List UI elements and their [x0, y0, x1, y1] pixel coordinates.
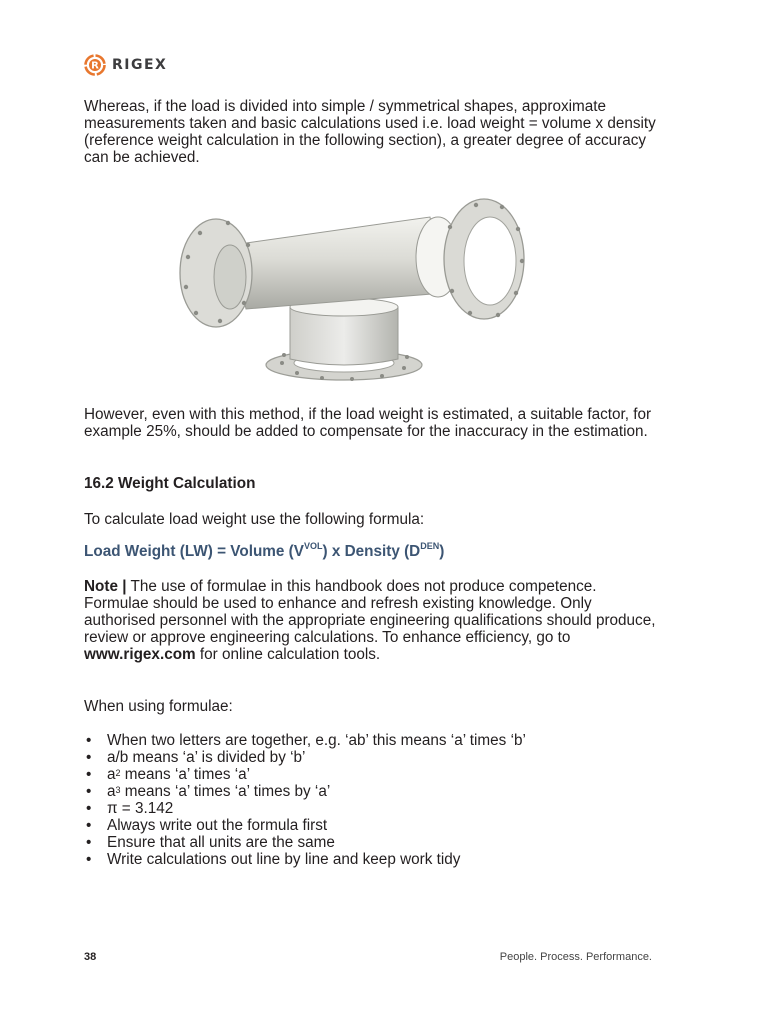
intro-paragraph: Whereas, if the load is divided into simple / symmetrical shapes, approximate measurements taken and basic calculations used i.e. load weight = volume x density (reference weight calculation in the following section), a greater degree of accuracy can be achieved. — [84, 98, 656, 166]
rigex-logo-mark — [84, 54, 106, 76]
list-item: • Ensure that all units are the same — [86, 834, 335, 851]
load-weight-formula: Load Weight (LW) = Volume $(V^{VOL})$ x Density $(D^{DEN})$ — [84, 541, 445, 560]
list-item: • Write calculations out line by line and keep work tidy — [86, 851, 461, 868]
brand-name: RIGEX — [112, 57, 168, 73]
svg-text:R: R — [91, 60, 99, 72]
list-item: • $a^3$ means ‘a’ times ‘a’ times by ‘a’ — [86, 783, 331, 800]
footer-tagline: People. Process. Performance. — [499, 951, 652, 963]
website-link[interactable]: www.rigex.com — [84, 646, 196, 663]
note-label: Note | — [84, 578, 127, 595]
formula-lead: To calculate load weight use the following formula: — [84, 511, 425, 528]
list-item: • Always write out the formula first — [86, 817, 328, 834]
pipe-tee-illustration — [172, 195, 532, 389]
formulae-rules-list — [84, 732, 644, 868]
page-number: 38 — [84, 951, 97, 963]
list-item: • π = 3.142 — [86, 800, 174, 817]
note-paragraph: Note | The use of formulae in this handbook does not produce competence. Formulae should be used to enhance and refresh existing knowledge. Only authorised personnel with the appropriate engineering qualifications should produce, review or approve engineering calculations. To enhance efficiency, go to www.rigex.com for online calculation tools. — [84, 578, 656, 663]
formulae-intro: When using formulae: — [84, 698, 233, 715]
list-item: • $a^2$ means ‘a’ times ‘a’ — [86, 766, 251, 783]
estimate-paragraph: However, even with this method, if the load weight is estimated, a suitable factor, for example 25%, should be added to compensate for the inaccuracy in the estimation. — [84, 406, 652, 440]
rigex-logo — [84, 54, 167, 76]
list-item: • When two letters are together, e.g. ‘ab’ this means ‘a’ times ‘b’ — [86, 732, 526, 749]
list-item: • a/b means ‘a’ is divided by ‘b’ — [86, 749, 306, 766]
section-heading: 16.2 Weight Calculation — [84, 475, 256, 492]
